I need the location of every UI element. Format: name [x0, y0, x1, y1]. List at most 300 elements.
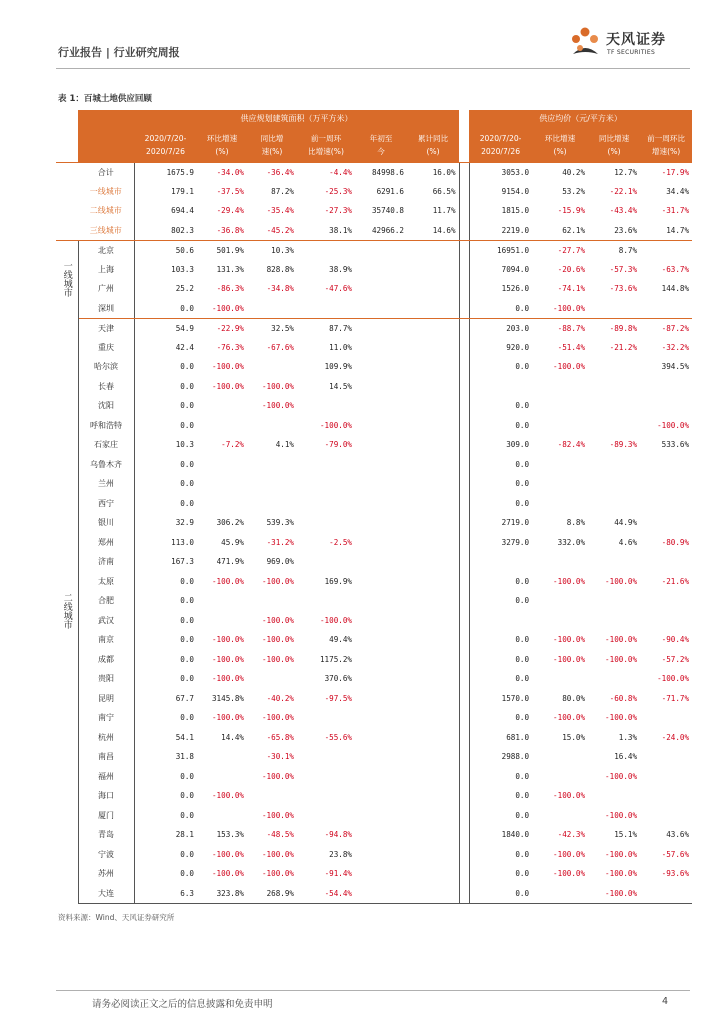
value-cell — [355, 338, 407, 358]
value-cell: 0.0 — [469, 357, 532, 377]
value-cell: -97.5% — [324, 693, 352, 703]
value-cell: 44.9% — [614, 518, 638, 528]
value-cell: 0.0 — [469, 786, 532, 806]
table-row — [56, 669, 692, 689]
value-cell: 0.0 — [134, 416, 197, 436]
table-row — [56, 377, 692, 397]
value-cell: -100.0% — [211, 713, 244, 723]
row-label: 沈阳 — [98, 401, 114, 411]
value-cell: 0.0 — [134, 572, 197, 592]
value-cell: -30.1% — [266, 752, 294, 762]
value-cell: 0.0 — [469, 845, 532, 865]
table-row — [56, 455, 692, 475]
value-cell — [355, 240, 407, 260]
value-cell — [355, 494, 407, 514]
header-blank — [78, 128, 134, 162]
value-cell: -63.7% — [661, 264, 690, 274]
value-cell: -91.4% — [324, 869, 352, 879]
value-cell: 66.5% — [432, 186, 456, 196]
value-cell: 8.8% — [566, 518, 586, 528]
gap-cell — [459, 494, 469, 514]
value-cell: 0.0 — [134, 396, 197, 416]
row-label: 杭州 — [98, 732, 114, 742]
value-cell: 920.0 — [469, 338, 532, 358]
value-cell: -51.4% — [557, 342, 586, 352]
value-cell: 1526.0 — [469, 279, 532, 299]
value-cell: -2.5% — [329, 537, 352, 547]
value-cell: 49.4% — [329, 635, 352, 645]
table-row — [56, 864, 692, 884]
value-cell — [407, 240, 459, 260]
value-cell: 45.9% — [221, 537, 244, 547]
value-cell: 0.0 — [469, 591, 532, 611]
gap-cell — [459, 689, 469, 709]
value-cell: 332.0% — [557, 537, 586, 547]
footer-disclaimer: 请务必阅读正文之后的信息披露和免责申明 — [92, 999, 273, 1010]
value-cell — [355, 845, 407, 865]
value-cell — [247, 494, 297, 514]
value-cell: 694.4 — [134, 201, 197, 221]
value-cell: 0.0 — [469, 299, 532, 319]
row-label: 合计 — [78, 162, 134, 182]
value-cell: 969.0% — [266, 557, 294, 567]
value-cell — [588, 299, 640, 319]
table-row — [56, 396, 692, 416]
row-label: 西宁 — [98, 498, 114, 508]
value-cell — [355, 611, 407, 631]
report-header-title: 行业报告 | 行业研究周报 — [58, 46, 180, 59]
value-cell: -21.2% — [609, 342, 638, 352]
row-label: 乌鲁木齐 — [90, 459, 122, 469]
value-cell — [407, 650, 459, 670]
value-cell: -22.9% — [216, 323, 244, 333]
row-label: 广州 — [98, 284, 114, 294]
table-row — [56, 825, 692, 845]
logo-cn-text: 天风证券 — [606, 32, 666, 48]
value-cell: -57.6% — [661, 849, 690, 859]
value-cell: -36.4% — [247, 162, 297, 182]
value-cell: 681.0 — [469, 728, 532, 748]
value-cell: 144.8% — [661, 284, 690, 294]
row-label: 深圳 — [78, 299, 134, 319]
value-cell: 0.0 — [134, 845, 197, 865]
value-cell — [532, 494, 588, 514]
value-cell: -82.4% — [557, 440, 586, 450]
row-label: 南昌 — [98, 752, 114, 762]
table-row — [56, 260, 692, 280]
value-cell — [407, 533, 459, 553]
value-cell: 268.9% — [247, 884, 297, 904]
value-cell: -100.0% — [605, 635, 638, 645]
value-cell: 2219.0 — [469, 221, 532, 241]
value-cell: 2719.0 — [469, 513, 532, 533]
page-number: 4 — [661, 996, 668, 1007]
table-row — [56, 747, 692, 767]
row-label: 福州 — [98, 771, 114, 781]
value-cell — [588, 455, 640, 475]
header-gap — [459, 128, 469, 162]
value-cell: 0.0 — [134, 864, 197, 884]
value-cell — [247, 299, 297, 319]
value-cell: 1815.0 — [469, 201, 532, 221]
value-cell — [532, 669, 588, 689]
value-cell: 370.6% — [324, 674, 352, 684]
value-cell — [407, 864, 459, 884]
gap-cell — [459, 279, 469, 299]
gap-cell — [459, 435, 469, 455]
value-cell: -73.6% — [609, 284, 638, 294]
table-row — [56, 162, 692, 182]
header-column-row — [56, 128, 692, 162]
value-cell: 0.0 — [469, 767, 532, 787]
value-cell: 16.4% — [614, 752, 638, 762]
table-row — [56, 533, 692, 553]
value-cell: 103.3 — [134, 260, 197, 280]
table-row — [56, 474, 692, 494]
value-cell — [588, 377, 640, 397]
value-cell: 4.6% — [618, 537, 638, 547]
value-cell: 0.0 — [469, 669, 532, 689]
gap-cell — [459, 728, 469, 748]
value-cell: 67.7 — [134, 689, 197, 709]
value-cell: -100.0% — [553, 576, 586, 586]
row-label: 大连 — [78, 884, 134, 904]
value-cell — [588, 669, 640, 689]
header-blank — [56, 110, 78, 128]
value-cell — [588, 591, 640, 611]
value-cell: -55.6% — [324, 732, 352, 742]
value-cell — [355, 747, 407, 767]
value-cell: 0.0 — [469, 708, 532, 728]
gap-cell — [459, 260, 469, 280]
value-cell — [588, 552, 640, 572]
value-cell — [407, 513, 459, 533]
value-cell: -29.4% — [216, 206, 244, 216]
gap-cell — [459, 162, 469, 182]
value-cell: 0.0 — [134, 650, 197, 670]
value-cell — [640, 513, 692, 533]
value-cell — [532, 806, 588, 826]
value-cell: 0.0 — [469, 494, 532, 514]
value-cell — [355, 279, 407, 299]
header-group-area: 供应规划建筑面积（万平方米） — [134, 110, 459, 128]
table-row — [56, 494, 692, 514]
value-cell: 14.5% — [329, 381, 352, 391]
value-cell: 0.0 — [469, 474, 532, 494]
value-cell: -100.0% — [553, 362, 586, 372]
gap-cell — [459, 513, 469, 533]
value-cell — [407, 884, 459, 904]
row-label: 石家庄 — [94, 440, 118, 450]
header-group-row — [56, 110, 692, 128]
table-row — [56, 572, 692, 592]
value-cell — [297, 767, 355, 787]
value-cell — [355, 630, 407, 650]
value-cell — [407, 591, 459, 611]
gap-cell — [459, 299, 469, 319]
value-cell: -67.6% — [266, 342, 294, 352]
value-cell: 31.8 — [134, 747, 197, 767]
row-label: 郑州 — [98, 537, 114, 547]
value-cell — [532, 416, 588, 436]
table-row — [56, 884, 692, 904]
value-cell: -17.9% — [640, 162, 692, 182]
value-cell: -100.0% — [261, 771, 294, 781]
value-cell: -86.3% — [216, 284, 244, 294]
value-cell: -45.2% — [247, 221, 297, 241]
table-row — [56, 767, 692, 787]
value-cell — [640, 611, 692, 631]
column-header: 环比增速 (%) — [197, 128, 247, 162]
value-cell: -37.5% — [216, 186, 244, 196]
value-cell: 15.1% — [614, 830, 638, 840]
value-cell — [197, 396, 247, 416]
gap-cell — [459, 884, 469, 904]
tier2-group-label: 二线城市 — [56, 318, 78, 903]
value-cell — [197, 455, 247, 475]
row-label: 南京 — [98, 635, 114, 645]
value-cell — [197, 806, 247, 826]
value-cell — [407, 377, 459, 397]
value-cell — [355, 689, 407, 709]
value-cell — [355, 318, 407, 338]
value-cell — [407, 494, 459, 514]
value-cell: 14.7% — [640, 221, 692, 241]
value-cell: 131.3% — [216, 264, 244, 274]
value-cell: 42.4 — [134, 338, 197, 358]
value-cell — [640, 474, 692, 494]
value-cell — [407, 474, 459, 494]
table-row — [56, 845, 692, 865]
value-cell: 25.2 — [134, 279, 197, 299]
value-cell — [297, 513, 355, 533]
value-cell: 179.1 — [134, 182, 197, 202]
gap-cell — [459, 611, 469, 631]
value-cell — [355, 669, 407, 689]
value-cell: -90.4% — [661, 635, 690, 645]
gap-cell — [459, 416, 469, 436]
gap-cell — [459, 845, 469, 865]
table-row — [56, 279, 692, 299]
row-label: 三线城市 — [78, 221, 134, 241]
table-row — [56, 786, 692, 806]
table-row — [56, 708, 692, 728]
value-cell: -79.0% — [324, 440, 352, 450]
value-cell: 153.3% — [216, 830, 244, 840]
value-cell: -100.0% — [605, 849, 638, 859]
value-cell: 16.0% — [407, 162, 459, 182]
value-cell — [469, 377, 532, 397]
row-label: 兰州 — [98, 479, 114, 489]
value-cell: -22.1% — [609, 186, 638, 196]
gap-cell — [459, 221, 469, 241]
value-cell — [407, 845, 459, 865]
value-cell: 38.9% — [329, 264, 352, 274]
value-cell — [407, 299, 459, 319]
row-label: 海口 — [98, 791, 114, 801]
value-cell: 0.0 — [469, 455, 532, 475]
value-cell — [532, 611, 588, 631]
value-cell: 203.0 — [469, 318, 532, 338]
value-cell: 0.0 — [469, 630, 532, 650]
value-cell — [355, 396, 407, 416]
row-label: 一线城市 — [89, 186, 122, 196]
value-cell — [297, 240, 355, 260]
value-cell: 113.0 — [134, 533, 197, 553]
value-cell — [588, 494, 640, 514]
value-cell — [640, 377, 692, 397]
value-cell — [355, 825, 407, 845]
value-cell — [407, 572, 459, 592]
value-cell: -7.2% — [221, 440, 244, 450]
value-cell: 0.0 — [134, 611, 197, 631]
gap-cell — [459, 864, 469, 884]
gap-cell — [459, 396, 469, 416]
gap-cell — [459, 806, 469, 826]
value-cell — [355, 455, 407, 475]
value-cell: -57.3% — [609, 264, 638, 274]
value-cell: 533.6% — [661, 440, 690, 450]
value-cell: 23.8% — [329, 849, 352, 859]
land-supply-table — [56, 110, 692, 904]
value-cell: -15.9% — [557, 206, 586, 216]
value-cell: 0.0 — [134, 299, 197, 319]
value-cell: -100.0% — [588, 884, 640, 904]
column-header: 年初至 今 — [355, 128, 407, 162]
gap-cell — [459, 533, 469, 553]
value-cell — [247, 416, 297, 436]
value-cell: -100.0% — [261, 401, 294, 411]
value-cell: -100.0% — [211, 362, 244, 372]
value-cell — [407, 455, 459, 475]
value-cell: -24.0% — [661, 732, 690, 742]
value-cell: 0.0 — [469, 806, 532, 826]
column-header: 累计同比 (%) — [407, 128, 459, 162]
tf-securities-logo — [568, 26, 692, 62]
value-cell — [197, 474, 247, 494]
value-cell: -100.0% — [605, 576, 638, 586]
table-row — [56, 689, 692, 709]
value-cell: -42.3% — [557, 830, 586, 840]
value-cell: 0.0 — [134, 455, 197, 475]
value-cell: 1175.2% — [319, 654, 352, 664]
value-cell: -100.0% — [261, 713, 294, 723]
value-cell — [297, 708, 355, 728]
value-cell: -100.0% — [261, 810, 294, 820]
value-cell: 8.7% — [618, 245, 638, 255]
value-cell: -89.8% — [609, 323, 638, 333]
value-cell — [640, 240, 692, 260]
value-cell: -89.3% — [609, 440, 638, 450]
value-cell: 0.0 — [134, 630, 197, 650]
value-cell — [640, 884, 692, 904]
value-cell: 15.0% — [562, 732, 586, 742]
value-cell: 14.4% — [221, 732, 244, 742]
value-cell: 50.6 — [134, 240, 197, 260]
value-cell: 87.7% — [329, 323, 352, 333]
value-cell: -100.0% — [211, 381, 244, 391]
gap-cell — [459, 474, 469, 494]
value-cell — [247, 786, 297, 806]
value-cell: -88.7% — [557, 323, 586, 333]
table-row — [56, 513, 692, 533]
value-cell: -54.4% — [297, 884, 355, 904]
value-cell — [407, 689, 459, 709]
value-cell — [469, 611, 532, 631]
gap-cell — [459, 182, 469, 202]
value-cell: 3279.0 — [469, 533, 532, 553]
value-cell: -100.0% — [657, 420, 690, 430]
value-cell — [640, 747, 692, 767]
value-cell: -80.9% — [661, 537, 690, 547]
value-cell: -36.8% — [197, 221, 247, 241]
value-cell: 80.0% — [562, 693, 586, 703]
value-cell — [407, 260, 459, 280]
value-cell: 0.0 — [134, 591, 197, 611]
gap-cell — [459, 377, 469, 397]
value-cell — [532, 474, 588, 494]
column-header: 同比增 速(%) — [247, 128, 297, 162]
value-cell — [407, 435, 459, 455]
value-cell: -100.0% — [553, 654, 586, 664]
value-cell — [532, 455, 588, 475]
table-row — [56, 650, 692, 670]
row-label: 上海 — [98, 264, 114, 274]
value-cell: -71.7% — [661, 693, 690, 703]
value-cell: -31.2% — [266, 537, 294, 547]
value-cell — [247, 357, 297, 377]
value-cell: 0.0 — [134, 474, 197, 494]
value-cell: 0.0 — [134, 357, 197, 377]
value-cell: -100.0% — [553, 791, 586, 801]
value-cell — [640, 767, 692, 787]
value-cell: 38.1% — [297, 221, 355, 241]
value-cell: -100.0% — [319, 420, 352, 430]
value-cell: -47.6% — [324, 284, 352, 294]
value-cell — [247, 455, 297, 475]
value-cell — [247, 591, 297, 611]
gap-cell — [459, 552, 469, 572]
value-cell — [640, 786, 692, 806]
value-cell — [407, 767, 459, 787]
value-cell — [407, 338, 459, 358]
value-cell: 34.4% — [666, 186, 690, 196]
gap-cell — [459, 669, 469, 689]
value-cell: -100.0% — [657, 674, 690, 684]
value-cell: -40.2% — [266, 693, 294, 703]
value-cell — [588, 474, 640, 494]
value-cell — [197, 767, 247, 787]
value-cell: -100.0% — [261, 381, 294, 391]
value-cell: -100.0% — [211, 576, 244, 586]
value-cell: -100.0% — [605, 771, 638, 781]
value-cell: -60.8% — [609, 693, 638, 703]
value-cell — [588, 396, 640, 416]
value-cell: -32.2% — [661, 342, 690, 352]
header-divider — [56, 68, 690, 69]
gap-cell — [459, 747, 469, 767]
value-cell: 12.7% — [588, 162, 640, 182]
value-cell: 54.9 — [134, 318, 197, 338]
value-cell — [355, 806, 407, 826]
value-cell: 84998.6 — [355, 162, 407, 182]
value-cell — [640, 299, 692, 319]
value-cell: -43.4% — [609, 206, 638, 216]
value-cell: -100.0% — [261, 576, 294, 586]
value-cell: -21.6% — [661, 576, 690, 586]
gap-cell — [459, 825, 469, 845]
value-cell: 828.8% — [266, 264, 294, 274]
